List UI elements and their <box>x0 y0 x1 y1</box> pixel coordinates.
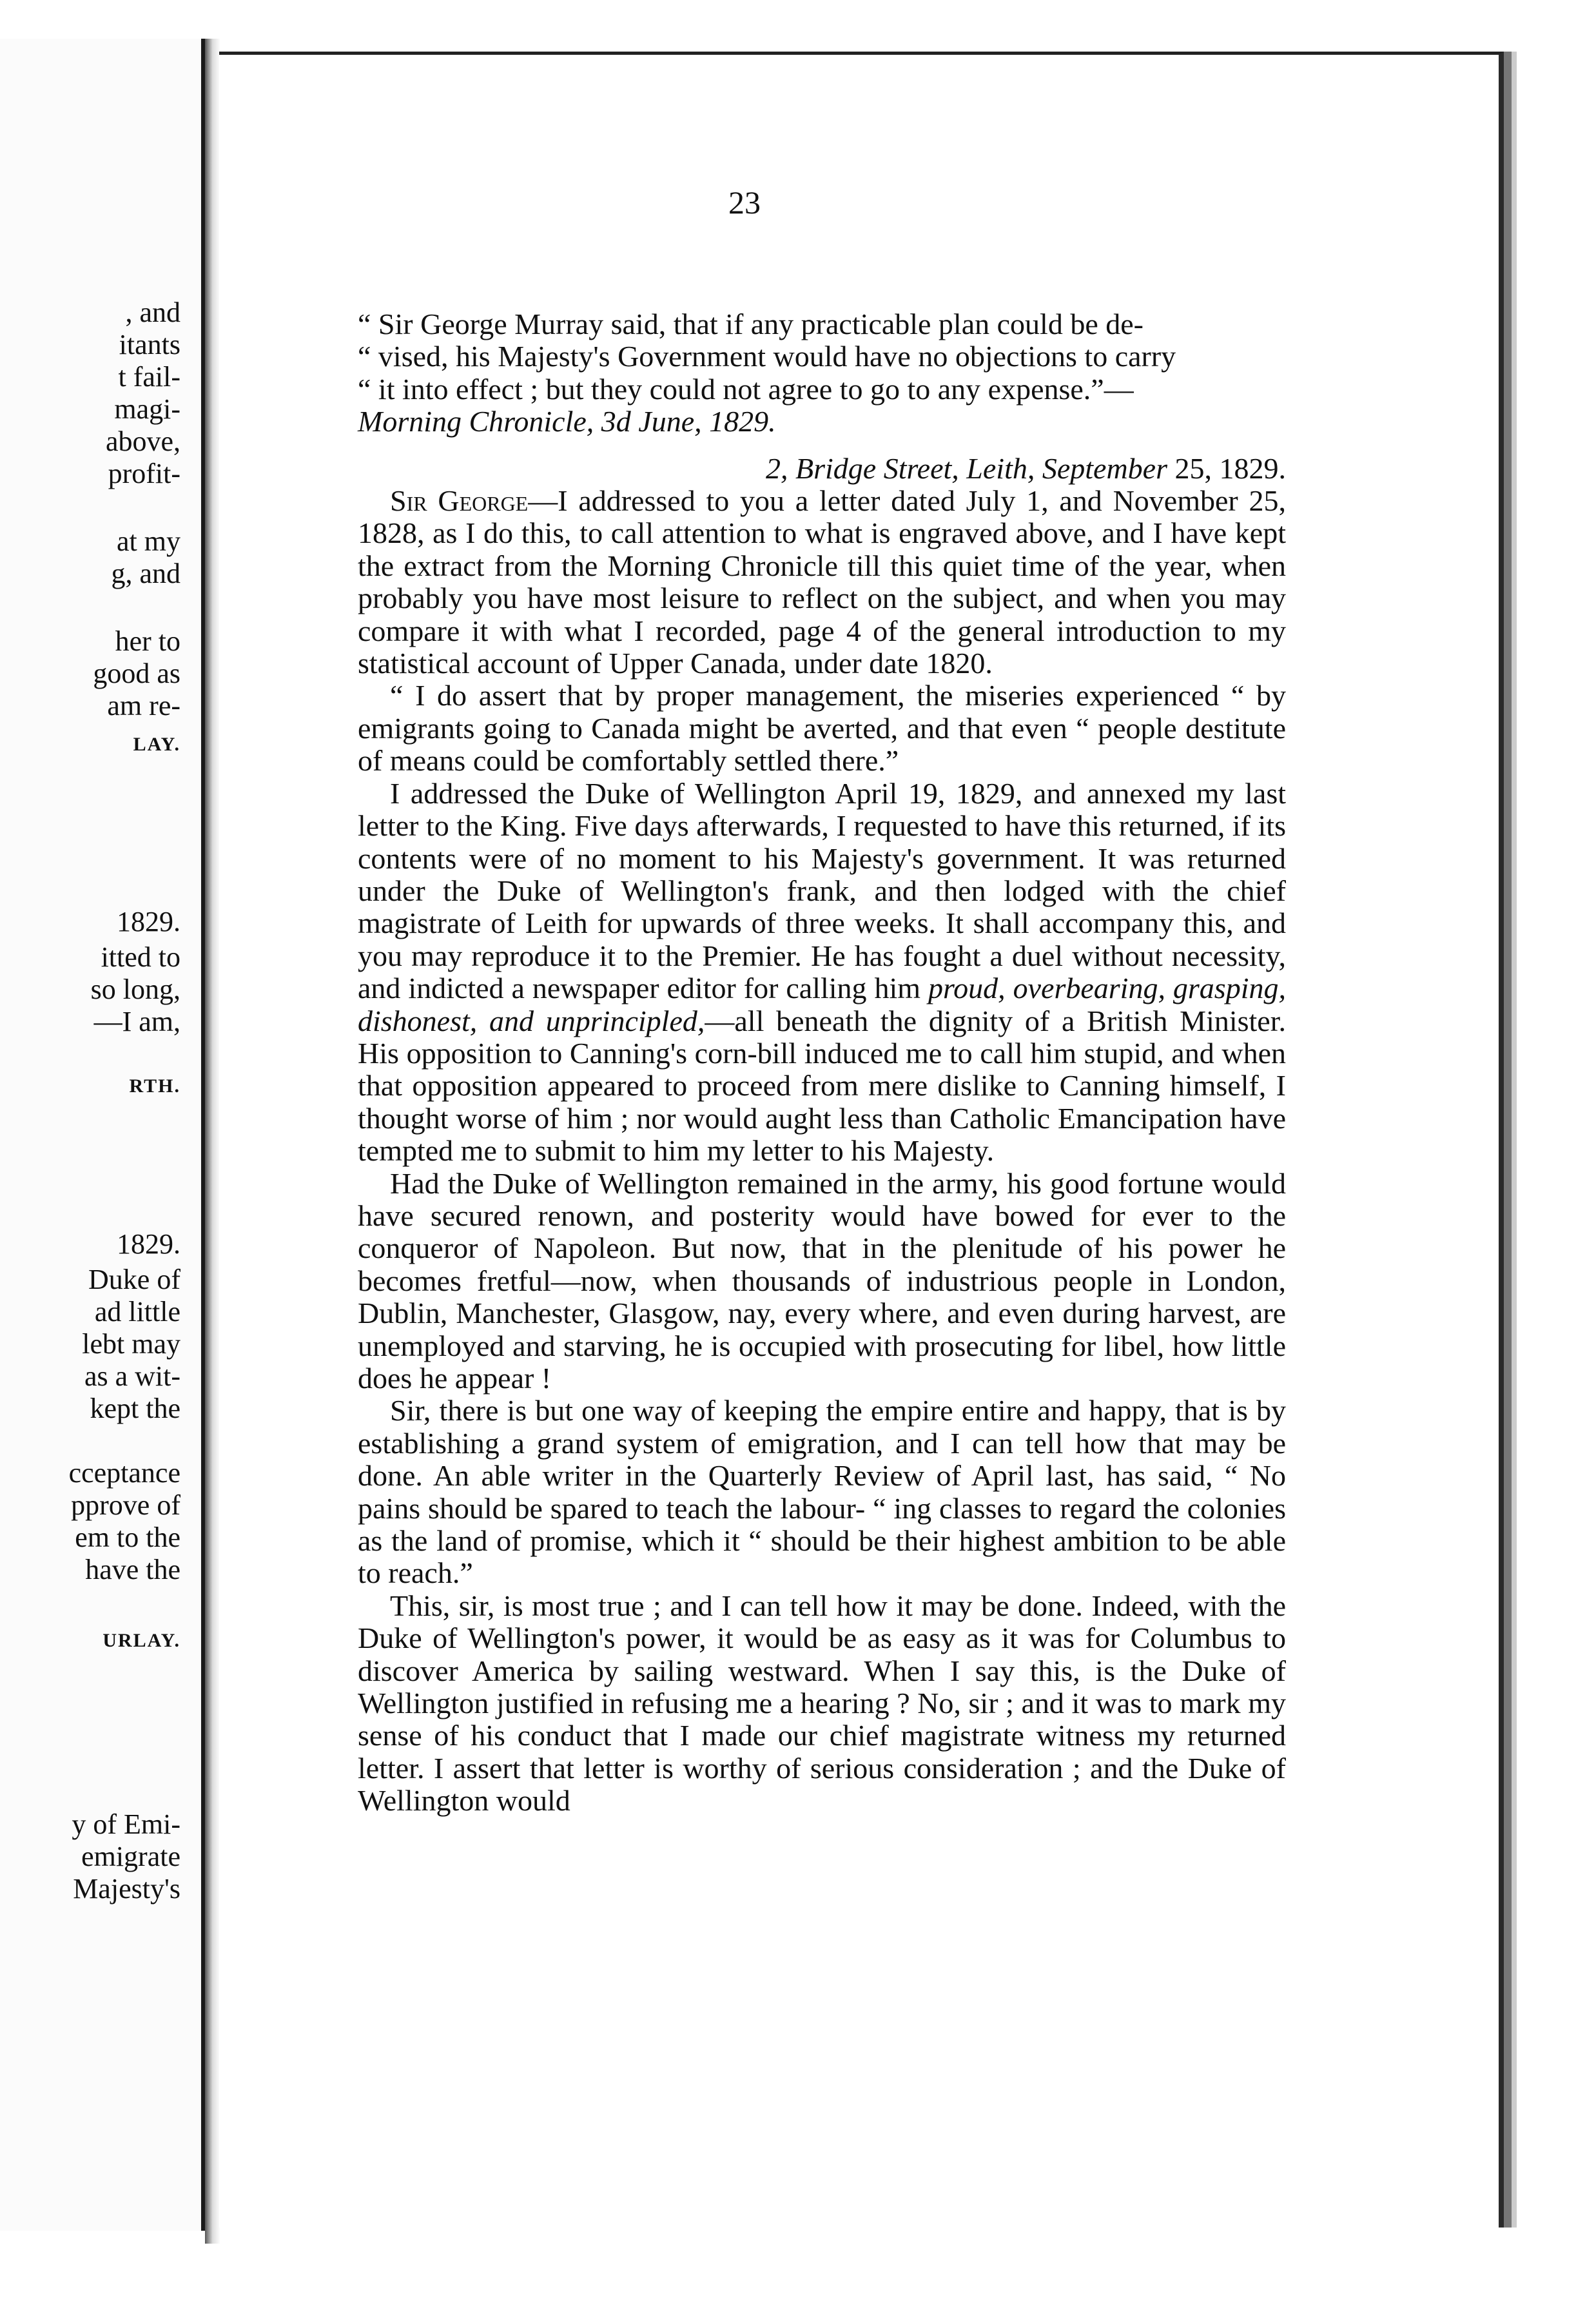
paragraph: Sir, there is but one way of keeping the empire entire and happy, that is by establishing a grand system of emigration, and I can tell how that may be done. An able writer in the Quarterly Review of April last, has said, “ No pains should be spared to teach the labour- “ ing classes to regard the colonies as the land of promise, which it “ should be their highest ambition to be able to reach.” <box>358 1394 1286 1590</box>
italic-phrase: proud, overbearing, grasping, dishonest, and unprincipled, <box>358 972 1286 1037</box>
paragraph <box>358 778 1286 1168</box>
dateline-address: 2, Bridge Street, Leith, September <box>766 451 1167 485</box>
left-fragment: LAY. <box>133 734 180 755</box>
left-fragment: itants <box>119 329 180 360</box>
quote-line: “ vised, his Majesty's Government would have no objections to carry <box>358 340 1176 373</box>
left-fragment: —I am, <box>93 1006 180 1037</box>
paragraph: Had the Duke of Wellington remained in the army, his good fortune would have secured renown, and posterity would have bowed for ever to the conqueror of Napoleon. But now, that in the plenitude of his power he becomes fretful—now, when thousands of industrious people in London, Dublin, Manchester, Glasgow, nay, every where, and even during harvest, are unemployed and starving, he is occupied with prosecuting for libel, how little does he appear ! <box>358 1166 1286 1395</box>
left-fragment: above, <box>105 426 180 457</box>
left-fragment: t fail- <box>118 361 180 393</box>
left-fragment: her to <box>115 625 180 657</box>
left-fragment: , and <box>125 297 180 328</box>
left-fragment: emigrate <box>81 1841 180 1872</box>
paragraph-text: —I addressed to you a letter dated July 1, and November 25, 1828, as I do this, to call attention to what is engraved above, and I have kept the extract from the Morning Chronicle till this quiet time of the year, when probably you have most leisure to reflect on the subject, and when you may compare it with what I recorded, page 4 of the general introduction to my statistical account of Upper Canada, under date 1820. <box>358 484 1286 680</box>
left-fragment: magi- <box>114 393 180 425</box>
left-fragment: URLAY. <box>102 1630 180 1651</box>
left-fragment: itted to <box>101 941 180 973</box>
left-fragment: Majesty's <box>73 1873 180 1905</box>
left-fragment: cceptance <box>68 1457 180 1489</box>
left-fragment: em to the <box>75 1522 180 1553</box>
quote-source: Morning Chronicle, 3d June, 1829. <box>358 405 776 438</box>
left-fragment: so long, <box>90 974 180 1005</box>
page-number: 23 <box>728 184 761 220</box>
left-fragment: good as <box>93 658 180 689</box>
left-fragment: profit- <box>108 458 180 489</box>
page-text <box>358 308 1286 1817</box>
paragraph-text: —all beneath the dignity of a British Minister. His opposition to Canning's corn-bill induced me to call him stupid, and when that opposition appeared to proceed from mere dislike to Canning himself, I thought worse of him ; nor would aught less than Catholic Emancipation have tempted me to submit to him my letter to his Majesty. <box>358 1004 1287 1168</box>
salutation: Sir George <box>390 484 529 518</box>
paragraph: “ I do assert that by proper management, the miseries experienced “ by emigrants going to Canada might be averted, and that even “ people destitute of means could be comfortably settled there.” <box>358 679 1286 778</box>
left-fragment: as a wit- <box>84 1360 180 1392</box>
paragraph: This, sir, is most true ; and I can tell how it may be done. Indeed, with the Duke of Wellington's power, it would be as easy as it was for Columbus to discover America by sailing westward. When I say this, is the Duke of Wellington justified in refusing me a hearing ? No, sir ; and it was to mark my sense of his conduct that I made our chief magistrate witness my returned letter. I assert that letter is worthy of serious consideration ; and the Duke of Wellington would <box>358 1589 1286 1817</box>
left-fragment: RTH. <box>129 1075 180 1097</box>
quote-line: “ Sir George Murray said, that if any practicable plan could be de- <box>358 308 1143 340</box>
quote-line: “ it into effect ; but they could not agree to go to any expense.”— <box>358 372 1134 406</box>
left-facing-page <box>0 39 205 2231</box>
left-fragment: lebt may <box>82 1328 180 1360</box>
left-fragment: have the <box>85 1554 180 1585</box>
left-fragment: 1829. <box>117 906 180 937</box>
left-fragment: g, and <box>111 558 180 589</box>
paragraph-text: I addressed the Duke of Wellington April 19, 1829, and annexed my last letter to the King. Five days afterwards, I requested to have this returned, if its contents were of no moment to his Majesty's government. It was returned under the Duke of Wellington's frank, and then lodged with the chief magistrate of Leith for upwards of three weeks. It shall accompany this, and you may reproduce it to the Premier. He has fought a duel without necessity, and indicted a newspaper editor for calling him <box>358 776 1286 1005</box>
left-fragment: at my <box>117 525 180 557</box>
left-fragment: y of Emi- <box>72 1808 180 1840</box>
book-gutter <box>205 39 220 2244</box>
dateline-date: 25, 1829. <box>1174 451 1286 485</box>
left-fragment: Duke of <box>88 1264 180 1295</box>
dateline <box>358 453 1286 485</box>
left-fragment: kept the <box>90 1393 180 1424</box>
left-fragment: ad little <box>94 1296 180 1327</box>
left-fragment: am re- <box>107 690 180 721</box>
left-fragment: 1829. <box>117 1228 180 1260</box>
left-fragment: pprove of <box>71 1489 180 1521</box>
paragraph <box>358 485 1286 680</box>
